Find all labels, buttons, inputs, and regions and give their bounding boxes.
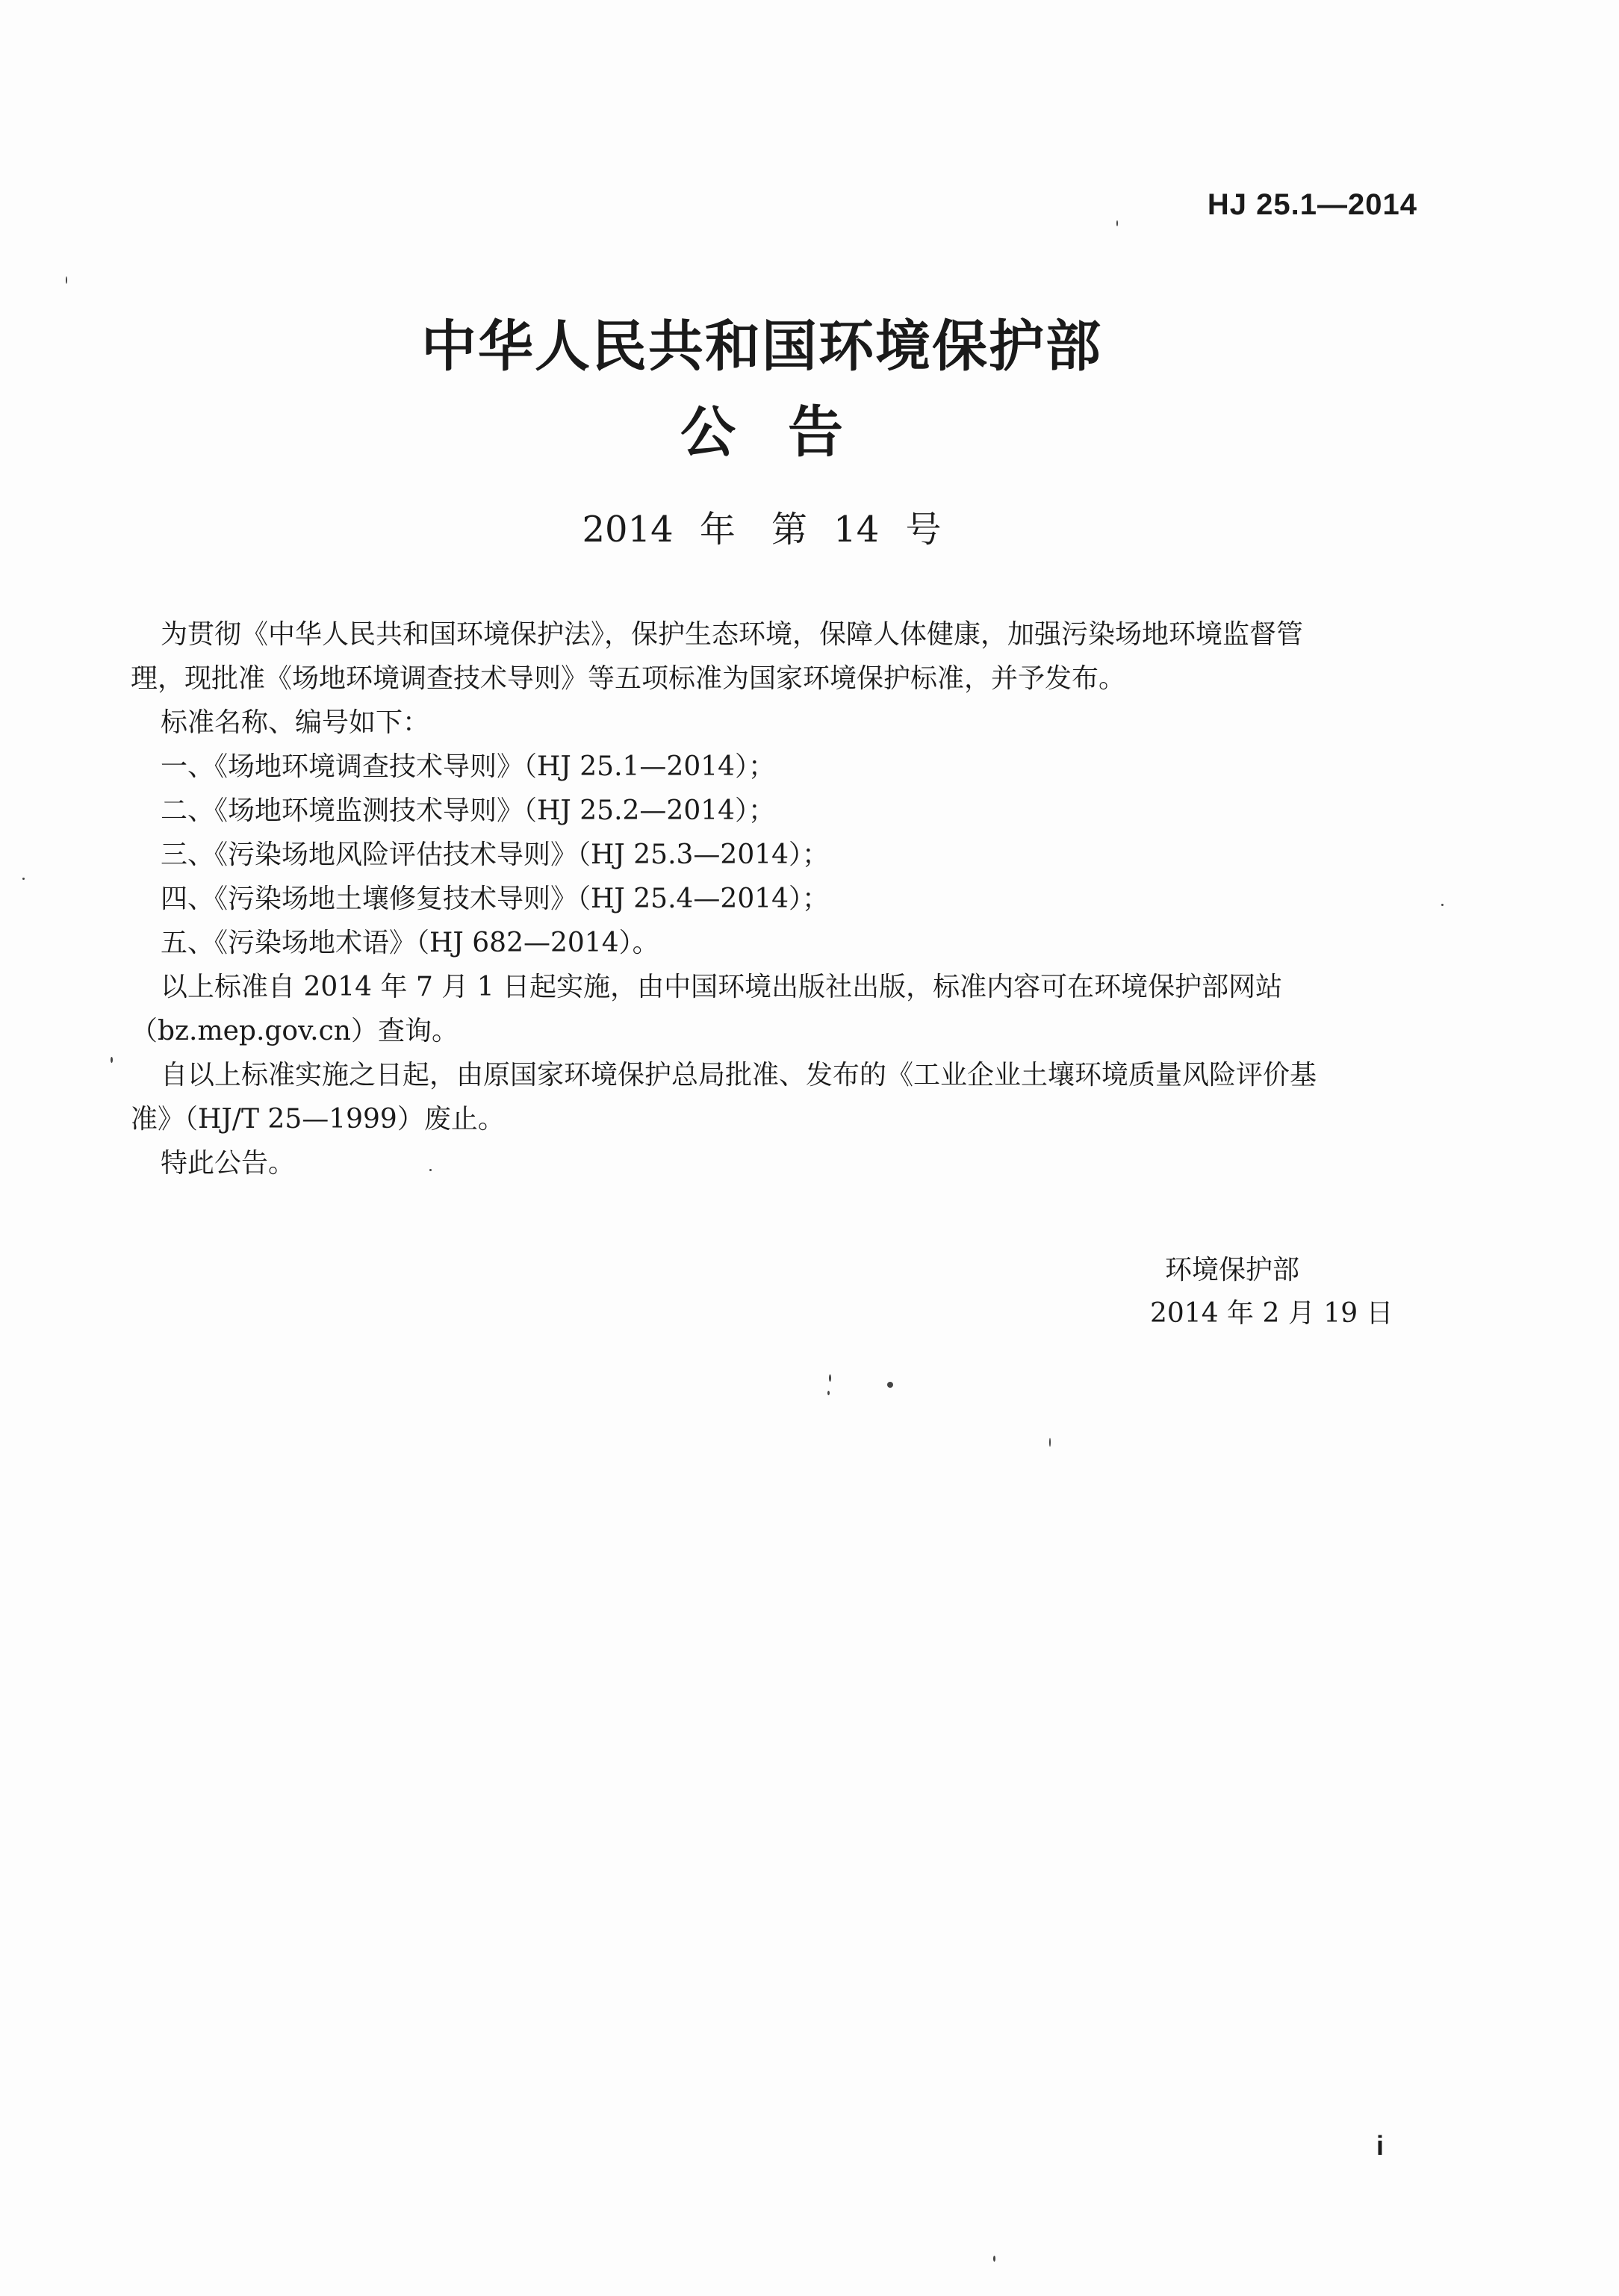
scan-speck [887, 1382, 893, 1388]
effective-line-1: 以上标准自 2014 年 7 月 1 日起实施，由中国环境出版社出版，标准内容可在环境保护部网站 [161, 972, 1283, 1002]
notice-body [131, 612, 1415, 1185]
scan-speck [1441, 904, 1444, 906]
repeal-line-1: 自以上标准实施之日起，由原国家环境保护总局批准、发布的《工业企业土壤环境质量风险评价基 [161, 1060, 1317, 1090]
standard-code: HJ 25.1—2014 [1207, 188, 1417, 221]
notice-title: 公告 [680, 400, 895, 465]
notice-number: 2014 年 第 14 号 [582, 509, 942, 550]
standard-item-2: 二、《场地环境监测技术导则》（HJ 25.2—2014）； [161, 795, 776, 826]
signature-block [1150, 1249, 1393, 1335]
scan-speck [829, 1374, 831, 1382]
signature-organization: 环境保护部 [1165, 1255, 1300, 1285]
repeal-line-2: 准》（HJ/T 25—1999）废止。 [131, 1104, 505, 1135]
ministry-title: 中华人民共和国环境保护部 [421, 314, 1102, 379]
scan-speck [22, 878, 25, 880]
scan-speck [111, 1057, 113, 1063]
standard-item-1: 一、《场地环境调查技术导则》（HJ 25.1—2014）； [161, 751, 776, 782]
standard-item-3: 三、《污染场地风险评估技术导则》（HJ 25.3—2014）； [161, 840, 830, 870]
scan-speck [429, 1169, 432, 1171]
standard-item-4: 四、《污染场地土壤修复技术导则》（HJ 25.4—2014）； [161, 884, 830, 914]
scan-speck [993, 2256, 995, 2262]
signature-date: 2014 年 2 月 19 日 [1150, 1298, 1393, 1329]
intro-line-1: 为贯彻《中华人民共和国环境保护法》，保护生态环境，保障人体健康，加强污染场地环境监督管 [161, 619, 1304, 650]
page-number: i [1376, 2130, 1385, 2161]
scan-speck [66, 276, 67, 284]
closing-line: 特此公告。 [161, 1148, 296, 1179]
scan-speck [1049, 1438, 1051, 1447]
standard-item-5: 五、《污染场地术语》（HJ 682—2014）。 [161, 928, 659, 958]
list-heading: 标准名称、编号如下： [161, 707, 430, 738]
intro-line-2: 理，现批准《场地环境调查技术导则》等五项标准为国家环境保护标准，并予发布。 [131, 663, 1126, 694]
effective-line-2: （bz.mep.gov.cn）查询。 [131, 1016, 459, 1046]
scan-speck [827, 1391, 830, 1395]
scan-speck [1116, 220, 1118, 226]
